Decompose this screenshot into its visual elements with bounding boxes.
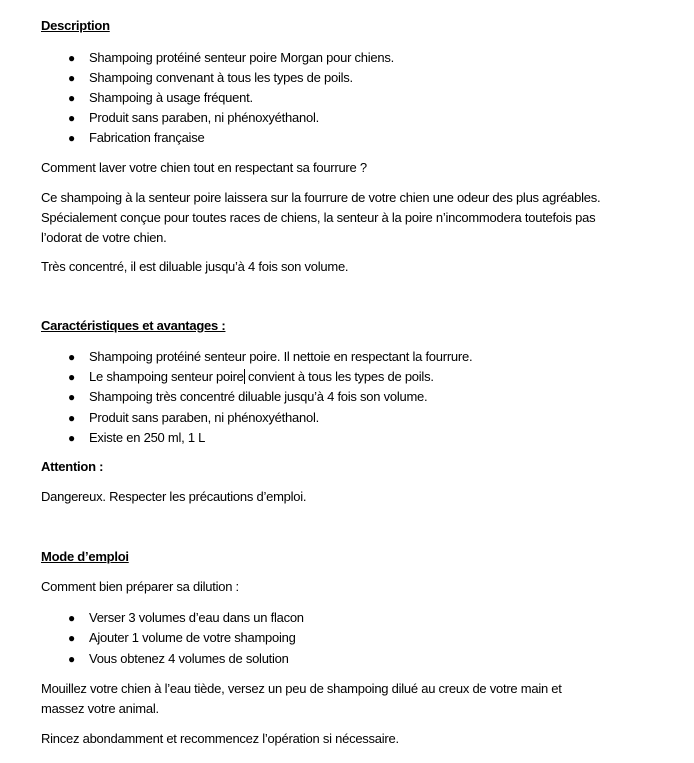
paragraph-line: Mouillez votre chien à l’eau tiède, versez un peu de shampoing dilué au creux de votre main et xyxy=(41,681,562,696)
list-item[interactable]: ● Le shampoing senteur poire convient à tous les types de poils. xyxy=(68,367,434,387)
list-item: ● Produit sans paraben, ni phénoxyéthanol. xyxy=(68,108,319,128)
list-item: ● Shampoing protéiné senteur poire Morgan pour chiens. xyxy=(68,48,394,68)
list-item: ● Produit sans paraben, ni phénoxyéthanol. xyxy=(68,408,319,428)
list-item: ● Shampoing protéiné senteur poire. Il nettoie en respectant la fourrure. xyxy=(68,347,472,367)
question-text: Comment laver votre chien tout en respectant sa fourrure ? xyxy=(41,160,367,175)
usage-intro: Comment bien préparer sa dilution : xyxy=(41,579,239,594)
bullet-icon: ● xyxy=(68,51,75,65)
list-item: ● Existe en 250 ml, 1 L xyxy=(68,428,205,448)
bullet-icon: ● xyxy=(68,611,75,625)
list-item: ● Ajouter 1 volume de votre shampoing xyxy=(68,628,296,648)
list-item: ● Shampoing à usage fréquent. xyxy=(68,88,253,108)
list-item: ● Vous obtenez 4 volumes de solution xyxy=(68,649,289,669)
list-item: ● Shampoing très concentré diluable jusqu’à 4 fois son volume. xyxy=(68,387,427,407)
features-heading: Caractéristiques et avantages : xyxy=(41,318,226,333)
description-heading: Description xyxy=(41,18,110,33)
paragraph-line: l’odorat de votre chien. xyxy=(41,230,167,245)
rinse-text: Rincez abondamment et recommencez l’opération si nécessaire. xyxy=(41,731,399,746)
bullet-icon: ● xyxy=(68,111,75,125)
list-item: ● Fabrication française xyxy=(68,128,204,148)
bullet-icon: ● xyxy=(68,411,75,425)
bullet-icon: ● xyxy=(68,131,75,145)
attention-heading: Attention : xyxy=(41,459,104,474)
paragraph-line: massez votre animal. xyxy=(41,701,159,716)
list-item: ● Shampoing convenant à tous les types de poils. xyxy=(68,68,353,88)
bullet-icon: ● xyxy=(68,71,75,85)
bullet-icon: ● xyxy=(68,370,75,384)
paragraph-line: Spécialement conçue pour toutes races de chiens, la senteur à la poire n’incommodera toutefois pas xyxy=(41,210,596,225)
bullet-icon: ● xyxy=(68,390,75,404)
usage-heading: Mode d’emploi xyxy=(41,549,129,564)
bullet-icon: ● xyxy=(68,91,75,105)
bullet-icon: ● xyxy=(68,431,75,445)
bullet-icon: ● xyxy=(68,652,75,666)
concentration-text: Très concentré, il est diluable jusqu’à 4 fois son volume. xyxy=(41,259,349,274)
bullet-icon: ● xyxy=(68,631,75,645)
list-item: ● Verser 3 volumes d’eau dans un flacon xyxy=(68,608,304,628)
paragraph-line: Ce shampoing à la senteur poire laissera sur la fourrure de votre chien une odeur des plus agréables. xyxy=(41,190,601,205)
attention-text: Dangereux. Respecter les précautions d’emploi. xyxy=(41,489,307,504)
bullet-icon: ● xyxy=(68,350,75,364)
